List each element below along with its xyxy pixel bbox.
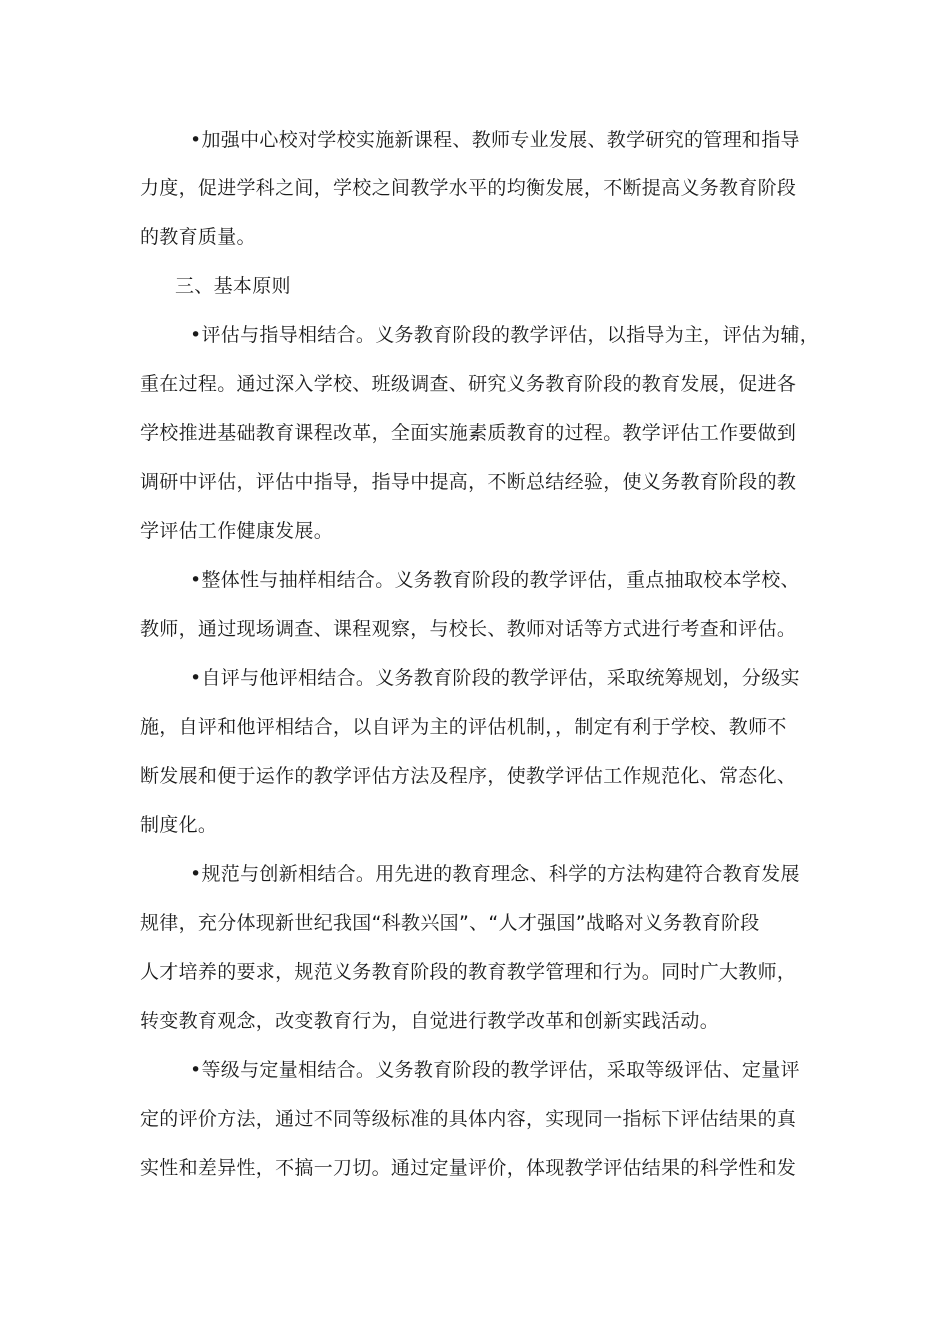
paragraph-6-line-1: •规范与创新相结合。用先进的教育理念、科学的方法构建符合教育发展 (190, 863, 800, 885)
paragraph-5-line-3: 断发展和便于运作的教学评估方法及程序，使教学评估工作规范化、常态化、 (140, 765, 797, 787)
paragraph-1-line-2: 力度，促进学科之间，学校之间教学水平的均衡发展，不断提高义务教育阶段 (140, 177, 797, 199)
paragraph-1-line-3: 的教育质量。 (140, 226, 256, 248)
paragraph-4-line-1: •整体性与抽样相结合。义务教育阶段的教学评估，重点抽取校本学校、 (190, 569, 800, 591)
paragraph-6-line-2: 规律，充分体现新世纪我国“科教兴国”、“人才强国”战略对义务教育阶段 (140, 912, 760, 934)
paragraph-3-line-5: 学评估工作健康发展。 (140, 520, 334, 542)
paragraph-3-line-4: 调研中评估，评估中指导，指导中提高，不断总结经验，使义务教育阶段的教 (140, 471, 797, 493)
paragraph-3-line-3: 学校推进基础教育课程改革，全面实施素质教育的过程。教学评估工作要做到 (140, 422, 797, 444)
paragraph-5-line-1: •自评与他评相结合。义务教育阶段的教学评估，采取统筹规划，分级实 (190, 667, 800, 689)
section-heading: 三、基本原则 (175, 275, 291, 297)
paragraph-7-line-3: 实性和差异性，不搞一刀切。通过定量评价，体现教学评估结果的科学性和发 (140, 1157, 797, 1179)
paragraph-5-line-2: 施，自评和他评相结合，以自评为主的评估机制，，制定有利于学校、教师不 (140, 716, 787, 738)
paragraph-3-line-1: •评估与指导相结合。义务教育阶段的教学评估，以指导为主，评估为辅， (190, 324, 820, 346)
paragraph-3-line-2: 重在过程。通过深入学校、班级调查、研究义务教育阶段的教育发展，促进各 (140, 373, 797, 395)
paragraph-4-line-2: 教师，通过现场调查、课程观察，与校长、教师对话等方式进行考查和评估。 (140, 618, 797, 640)
paragraph-7-line-2: 定的评价方法，通过不同等级标准的具体内容，实现同一指标下评估结果的真 (140, 1108, 797, 1130)
paragraph-6-line-3: 人才培养的要求，规范义务教育阶段的教育教学管理和行为。同时广大教师， (140, 961, 797, 983)
paragraph-6-line-4: 转变教育观念，改变教育行为，自觉进行教学改革和创新实践活动。 (140, 1010, 720, 1032)
paragraph-5-line-4: 制度化。 (140, 814, 218, 836)
paragraph-1-line-1: •加强中心校对学校实施新课程、教师专业发展、教学研究的管理和指导 (190, 129, 800, 151)
paragraph-7-line-1: •等级与定量相结合。义务教育阶段的教学评估，采取等级评估、定量评 (190, 1059, 800, 1081)
